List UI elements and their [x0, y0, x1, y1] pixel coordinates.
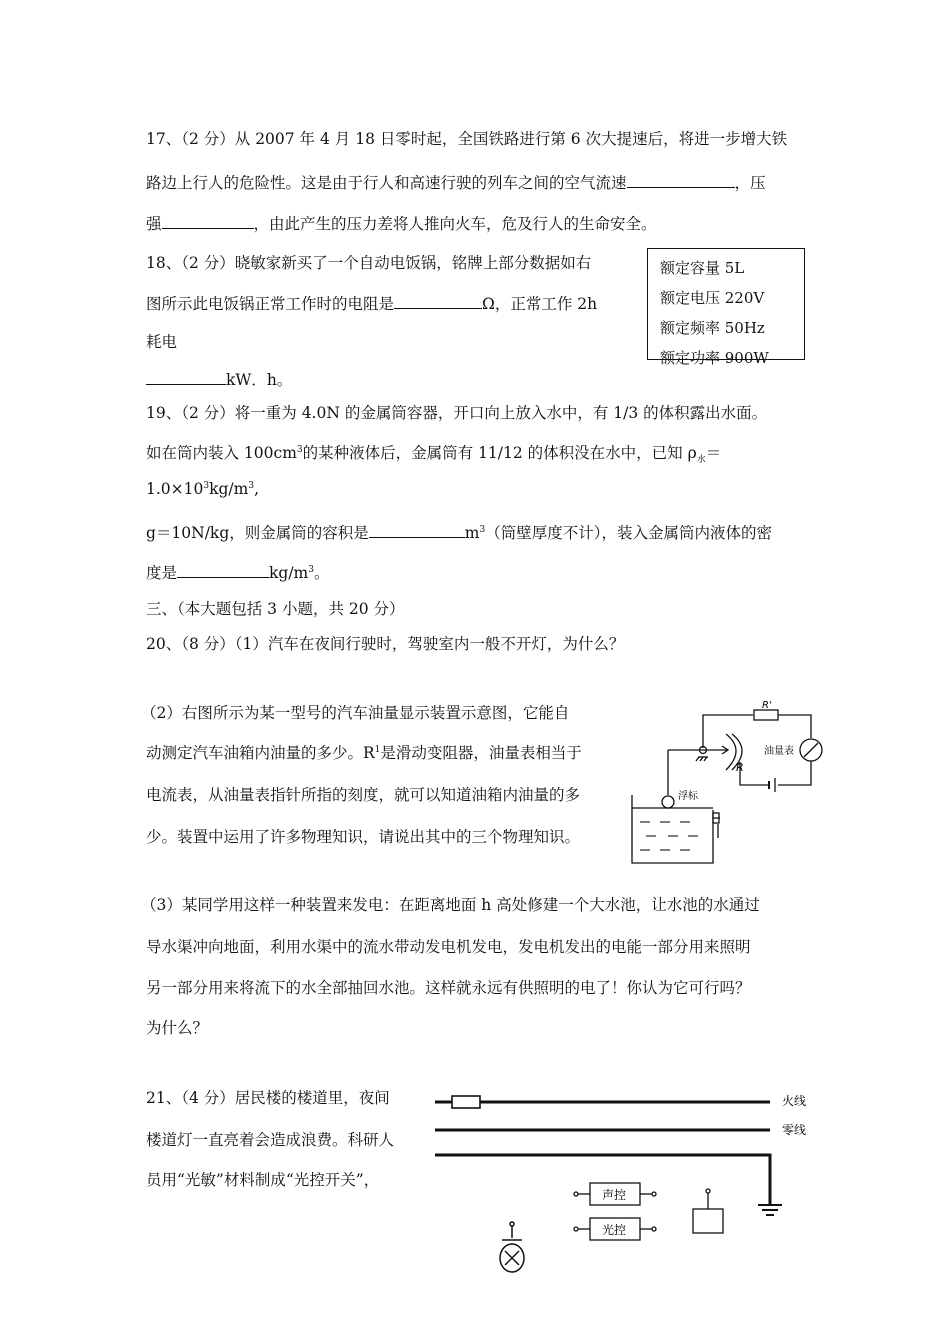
q17-line-3	[146, 211, 657, 234]
q17-answer-blank-2[interactable]	[162, 211, 254, 229]
q19-density-unit-2: kg/m	[269, 564, 309, 583]
q17-line-2	[146, 170, 766, 193]
section-3-heading: 三、（本大题包括 3 小题，共 20 分）	[146, 600, 405, 618]
q19-water-sub: 水	[696, 455, 706, 466]
wiring-diagram	[430, 1085, 820, 1237]
q21-line-1: 21、（4 分）居民楼的楼道里，夜间	[146, 1089, 390, 1107]
q19-sup: 3	[248, 480, 255, 491]
q19-density-unit: kg/m	[209, 480, 249, 498]
q17-line-1: 17、（2 分）从 2007 年 4 月 18 日零时起，全国铁路进行第 6 次大提速后，将进一步增大铁	[146, 130, 788, 148]
q19-period: 。	[313, 564, 330, 583]
fuel-gauge-diagram	[628, 700, 833, 868]
q20-p2-line-2	[146, 741, 582, 763]
q19-sup: 3	[479, 524, 486, 535]
q19-line-2	[146, 441, 721, 465]
q20-p2-text: 动测定汽车油箱内油量的多少。R	[146, 744, 375, 762]
q18-answer-blank-2[interactable]	[146, 367, 226, 385]
q17-line-2-text: 路边上行人的危险性。这是由于行人和高速行驶的列车之间的空气流速	[146, 174, 627, 193]
q20-r-sup: 1	[374, 744, 381, 755]
q20-p3-line-3: 另一部分用来将流下的水全部抽回水池。这样就永远有供照明的电了！你认为它可行吗？	[146, 979, 751, 997]
q19-line-2-text: 如在筒内装入 100cm	[146, 444, 297, 462]
q18-line-1: 18、（2 分）晓敏家新买了一个自动电饭锅，铭牌上部分数据如右	[146, 254, 592, 272]
q19-answer-blank-2[interactable]	[177, 560, 269, 578]
q17-line-2-tail: ，压	[734, 174, 766, 193]
q19-line-4	[146, 520, 772, 543]
q20-p3-line-1: （3）某同学用这样一种装置来发电：在距离地面 h 高处修建一个大水池，让水池的水通过	[141, 896, 760, 914]
q20-line-1: 20、（8 分）（1）汽车在夜间行驶时，驾驶室内一般不开灯，为什么？	[146, 635, 625, 653]
q21-line-3: 员用“光敏”材料制成“光控开关”，	[146, 1171, 380, 1189]
q18-line-2	[146, 291, 597, 314]
nameplate-capacity: 额定容量 5L	[660, 259, 745, 277]
q17-line-3-head: 强	[146, 215, 162, 234]
nameplate-voltage: 额定电压 220V	[660, 289, 765, 307]
q20-p3-line-2: 导水渠冲向地面，利用水渠中的流水带动发电机发电，发电机发出的电能一部分用来照明	[146, 938, 751, 956]
q19-sup: 3	[203, 480, 210, 491]
q19-line-5	[146, 560, 330, 583]
q20-p3-line-4: 为什么？	[146, 1019, 209, 1037]
nameplate-power: 额定功率 900W	[660, 349, 769, 367]
q20-p2-line-4: 少。装置中运用了许多物理知识，请说出其中的三个物理知识。	[146, 828, 581, 846]
nameplate-frequency: 额定频率 50Hz	[660, 319, 765, 337]
q19-line-1: 19、（2 分）将一重为 4.0N 的金属筒容器，开口向上放入水中，有 1/3 的体积露出水面。	[146, 404, 768, 422]
fig-r-prime-label: R'	[762, 700, 772, 711]
q19-line-3	[146, 480, 259, 498]
lamp-icon	[492, 1220, 532, 1280]
socket-icon	[693, 1209, 723, 1233]
q19-line-4-tail: （筒壁厚度不计），装入金属筒内液体的密	[485, 524, 772, 543]
q18-line-3: 耗电	[146, 333, 178, 351]
q18-line-4	[146, 367, 292, 390]
q19-sup: 3	[308, 564, 314, 575]
sound-switch-label: 声控	[602, 1188, 627, 1202]
q18-line-2-tail: Ω，正常工作 2h	[482, 295, 598, 314]
q18-line-2-text: 图所示此电饭锅正常工作时的电阻是	[146, 295, 395, 314]
q19-line-5-text: 度是	[146, 564, 178, 583]
fuse-icon	[452, 1096, 480, 1108]
q17-answer-blank-1[interactable]	[627, 170, 735, 188]
q19-line-4-text: g＝10N/kg，则金属筒的容积是	[146, 524, 369, 543]
q18-answer-blank-1[interactable]	[394, 291, 482, 309]
q21-line-2: 楼道灯一直亮着会造成浪费。科研人	[146, 1131, 395, 1149]
q19-answer-blank-1[interactable]	[369, 520, 465, 538]
q20-p2-tail: 是滑动变阻器，油量表相当于	[380, 744, 582, 762]
q20-p2-line-1: （2）右图所示为某一型号的汽车油量显示装置示意图，它能自	[141, 704, 570, 722]
q19-line-2-mid: 的某种液体后，金属筒有 11/12 的体积没在水中，已知 ρ	[302, 444, 697, 462]
q19-density-value: 1.0×10	[146, 480, 204, 498]
q19-sup: 3	[296, 444, 303, 455]
nameplate-box	[647, 248, 805, 367]
q19-line-2-eq: ＝	[705, 444, 722, 462]
live-wire-label: 火线	[782, 1094, 807, 1108]
neutral-wire-label: 零线	[782, 1123, 807, 1137]
q19-comma: ,	[254, 480, 260, 498]
q17-line-3-tail: ，由此产生的压力差将人推向火车，危及行人的生命安全。	[253, 215, 657, 234]
light-switch-label: 光控	[602, 1223, 627, 1237]
q20-p2-line-3: 电流表，从油量表指针所指的刻度，就可以知道油箱内油量的多	[146, 786, 581, 804]
fig-meter-label: 油量表	[764, 746, 794, 757]
q19-volume-unit: m	[464, 524, 480, 543]
fig-float-label: 浮标	[678, 791, 698, 802]
fig-r-label: R	[736, 761, 744, 774]
q18-line-4-unit: kW．h。	[226, 371, 293, 390]
